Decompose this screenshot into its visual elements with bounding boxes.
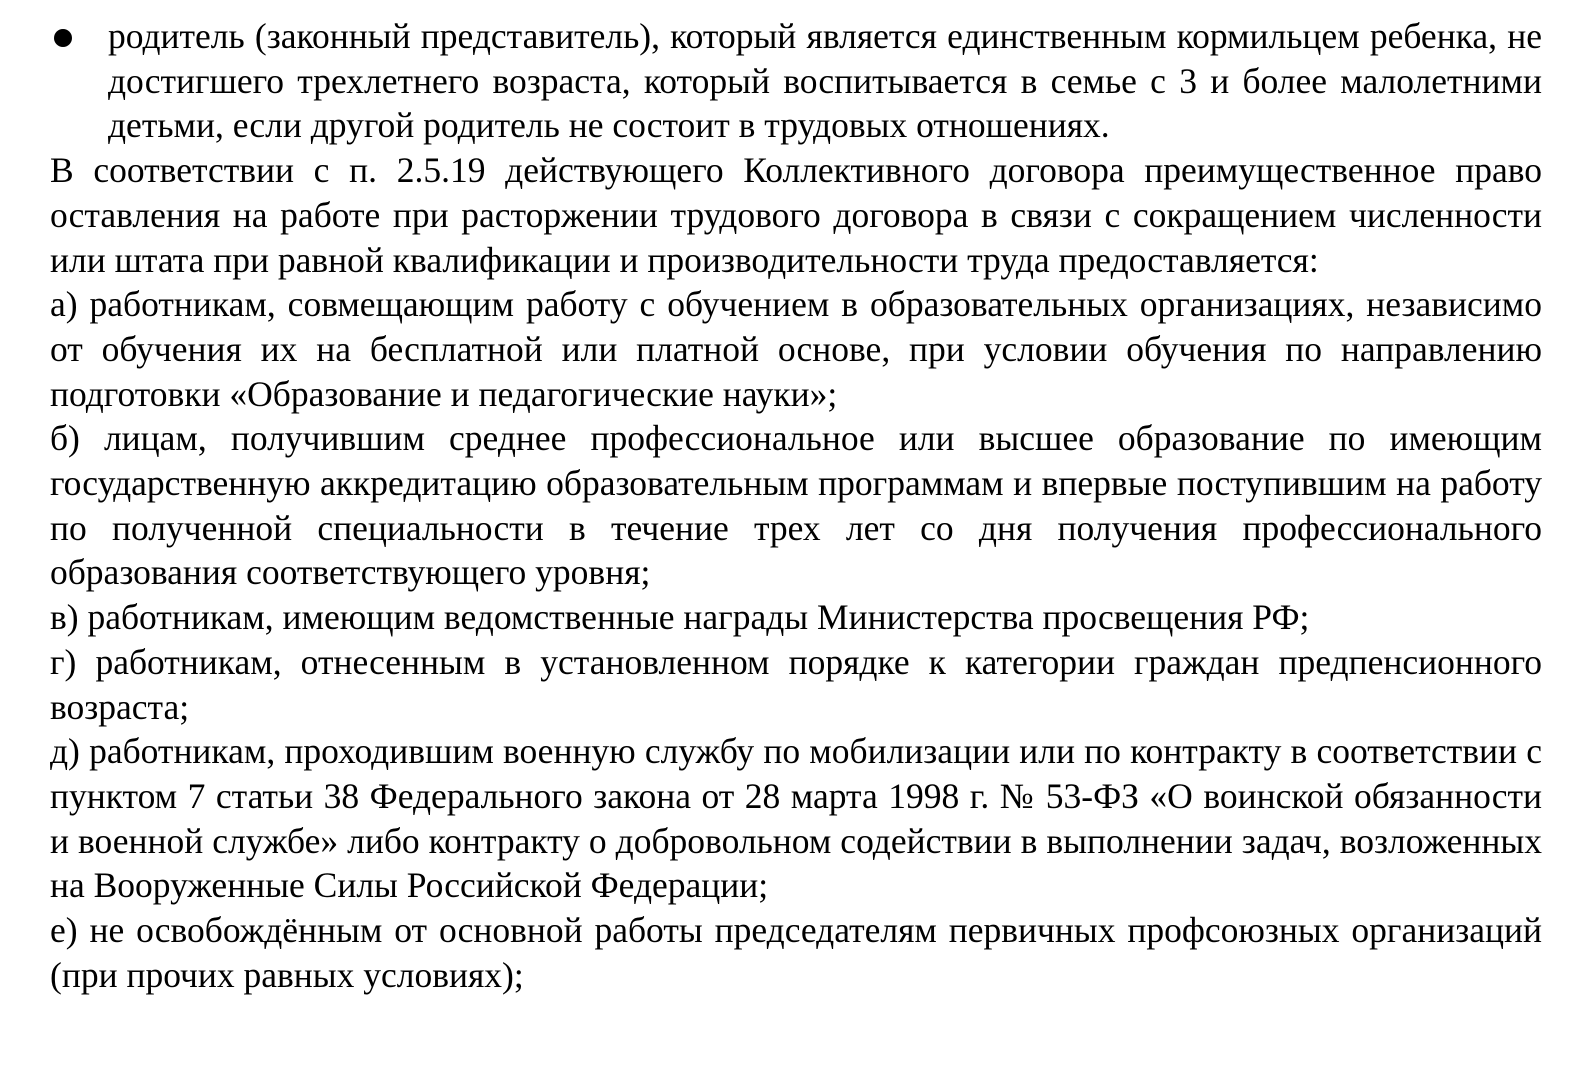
document-page	[50, 14, 1542, 997]
intro-paragraph: В соответствии с п. 2.5.19 действующего Коллективного договора преимущественное право оставления на работе при расторжении трудового договора в связи с сокращением численности или штата при равной квалификации и производительности труда предоставляется:	[50, 150, 1542, 280]
bullet-icon	[54, 29, 72, 47]
list-item-v: в) работникам, имеющим ведомственные награды Министерства просвещения РФ;	[50, 597, 1310, 638]
list-item-d: д) работникам, проходившим военную службу по мобилизации или по контракту в соответствии с пунктом 7 статьи 38 Федерального закона от 28 марта 1998 г. № 53-ФЗ «О воинской обязанности и военной службе» либо контракту о добровольном содействии в выполнении задач, возложенных на Вооруженные Силы Российской Федерации;	[50, 731, 1542, 906]
bullet-item-text: родитель (законный представитель), который является единственным кормильцем ребенка, не достигшего трехлетнего возраста, который воспитывается в семье с 3 и более малолетними детьми, если другой родитель не состоит в трудовых отношениях.	[108, 16, 1542, 146]
bullet-list-item	[50, 14, 1542, 148]
list-item-b: б) лицам, получившим среднее профессиональное или высшее образование по имеющим государственную аккредитацию образовательным программам и впервые поступившим на работу по полученной специальности в течение трех лет со дня получения профессионального образования соответствующего уровня;	[50, 418, 1542, 593]
list-item-g: г) работникам, отнесенным в установленном порядке к категории граждан предпенсионного возраста;	[50, 641, 1542, 727]
list-item-e: е) не освобождённым от основной работы председателям первичных профсоюзных организаций (при прочих равных условиях);	[50, 910, 1542, 995]
list-item-a: а) работникам, совмещающим работу с обучением в образовательных организациях, независимо от обучения их на бесплатной или платной основе, при условии обучения по направлению подготовки «Образование и педагогические науки»;	[50, 284, 1542, 414]
